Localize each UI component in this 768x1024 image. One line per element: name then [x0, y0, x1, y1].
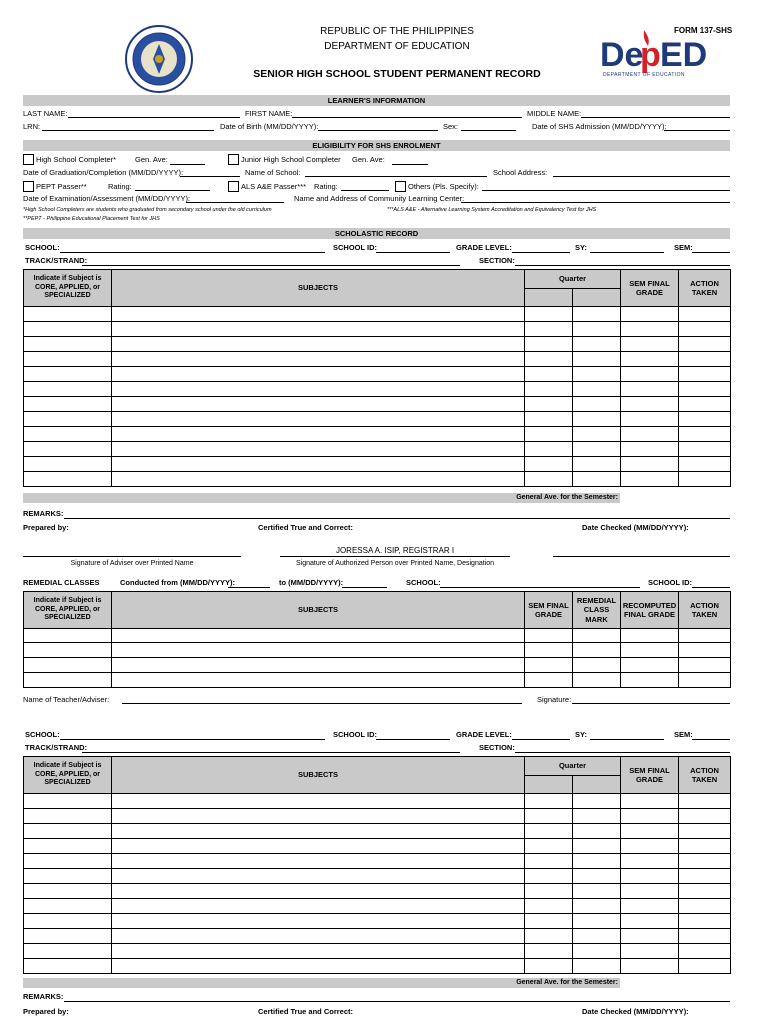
s2-school-id-label: SCHOOL ID:: [333, 730, 378, 739]
s1-grades-table: [23, 269, 731, 487]
s2-section-label: SECTION:: [479, 743, 515, 752]
note-hs-completer: *High School Completers are students who graduated from secondary school under the old curriculum: [23, 207, 272, 213]
rem-col-sem-final: SEM FINAL GRADE: [525, 592, 573, 629]
s1-col-indicate: Indicate if Subject is CORE, APPLIED, or SPECIALIZED: [24, 270, 112, 307]
jhs-completer-checkbox[interactable]: [228, 154, 239, 165]
rem-col-subjects: SUBJECTS: [112, 592, 525, 629]
exam-date-field[interactable]: [186, 202, 284, 203]
remedial-signature-field[interactable]: [572, 703, 730, 704]
rem-col-action: ACTION TAKEN: [679, 592, 731, 629]
s2-sy-field[interactable]: [590, 739, 664, 740]
svg-text:ED: ED: [660, 36, 708, 74]
s1-school-id-label: SCHOOL ID:: [333, 243, 378, 252]
remedial-school-field[interactable]: [440, 587, 640, 588]
lrn-label: LRN:: [23, 122, 41, 131]
school-address-field[interactable]: [553, 176, 730, 177]
s1-registrar-line[interactable]: [280, 556, 510, 557]
s2-track-label: TRACK/STRAND:: [25, 743, 88, 752]
s1-school-id-field[interactable]: [376, 252, 450, 253]
svg-text:De: De: [600, 36, 644, 74]
als-rating-label: Rating:: [314, 182, 338, 191]
s1-grade-level-label: GRADE LEVEL:: [456, 243, 512, 252]
s2-certified: Certified True and Correct:: [258, 1007, 354, 1016]
remedial-from-field[interactable]: [228, 587, 270, 588]
s2-sem-field[interactable]: [692, 739, 730, 740]
s2-track-field[interactable]: [82, 752, 460, 753]
jhs-completer-label: Junior High School Completer: [241, 155, 341, 164]
pept-checkbox[interactable]: [23, 181, 34, 192]
rem-body[interactable]: [24, 629, 731, 688]
lrn-field[interactable]: [42, 130, 214, 131]
s1-col-action: ACTION TAKEN: [679, 270, 731, 307]
remedial-school-label: SCHOOL:: [406, 578, 441, 587]
s2-col-q2: [573, 776, 621, 794]
remedial-signature-label: Signature:: [537, 695, 572, 704]
pept-rating-label: Rating:: [108, 182, 132, 191]
header-department: DEPARTMENT OF EDUCATION: [324, 41, 470, 52]
s2-grade-level-label: GRADE LEVEL:: [456, 730, 512, 739]
sex-field[interactable]: [461, 130, 516, 131]
remedial-teacher-field[interactable]: [122, 703, 522, 704]
logo-subtitle: DEPARTMENT OF EDUCATION: [603, 72, 685, 78]
pept-rating-field[interactable]: [135, 190, 210, 191]
remedial-to-label: to (MM/DD/YYYY):: [279, 578, 344, 587]
remedial-teacher-label: Name of Teacher/Adviser:: [23, 695, 110, 704]
s2-body[interactable]: [24, 794, 731, 974]
s1-col-subjects: SUBJECTS: [112, 270, 525, 307]
hs-gen-ave-field[interactable]: [170, 164, 205, 165]
s2-sy-label: SY:: [575, 730, 587, 739]
s1-col-quarter: Quarter: [525, 270, 621, 289]
form-code: FORM 137-SHS: [674, 26, 733, 35]
s2-col-q1: [525, 776, 573, 794]
s1-sem-field[interactable]: [692, 252, 730, 253]
first-name-label: FIRST NAME:: [245, 109, 293, 118]
others-checkbox[interactable]: [395, 181, 406, 192]
s1-section-field[interactable]: [515, 265, 730, 266]
remedial-table: [23, 591, 731, 688]
rem-col-remedial-mark: REMEDIAL CLASS MARK: [573, 592, 621, 629]
s1-remarks-label: REMARKS:: [23, 509, 64, 518]
grad-date-label: Date of Graduation/Completion (MM/DD/YYYY):: [23, 168, 184, 177]
last-name-field[interactable]: [68, 117, 240, 118]
s2-date-checked: Date Checked (MM/DD/YYYY):: [582, 1007, 689, 1016]
dob-field[interactable]: [318, 130, 438, 131]
school-address-label: School Address:: [493, 168, 548, 177]
rem-col-recomputed: RECOMPUTED FINAL GRADE: [621, 592, 679, 629]
s1-col-q1: [525, 289, 573, 307]
remedial-to-field[interactable]: [342, 587, 387, 588]
school-name-label: Name of School:: [245, 168, 301, 177]
s1-registrar-name: JORESSA A. ISIP, REGISTRAR I: [335, 546, 455, 555]
s1-col-q2: [573, 289, 621, 307]
clc-field[interactable]: [461, 202, 730, 203]
hs-gen-ave-label: Gen. Ave:: [135, 155, 168, 164]
s2-grade-level-field[interactable]: [512, 739, 570, 740]
middle-name-label: MIDDLE NAME:: [527, 109, 582, 118]
dob-label: Date of Birth (MM/DD/YYYY):: [220, 122, 319, 131]
s2-general-ave: General Ave. for the Semester:: [23, 978, 620, 988]
rem-col-indicate: Indicate if Subject is CORE, APPLIED, or SPECIALIZED: [24, 592, 112, 629]
deped-seal: [124, 24, 194, 94]
svg-text:p: p: [640, 36, 661, 74]
s1-registrar-sig: Signature of Authorized Person over Printed Name, Designation: [295, 560, 495, 567]
hs-completer-checkbox[interactable]: [23, 154, 34, 165]
s1-body[interactable]: [24, 307, 731, 487]
als-rating-field[interactable]: [341, 190, 389, 191]
school-name-field[interactable]: [305, 176, 487, 177]
clc-label: Name and Address of Community Learning Center:: [294, 194, 465, 203]
s1-grade-level-field[interactable]: [512, 252, 570, 253]
s1-date-checked: Date Checked (MM/DD/YYYY):: [582, 523, 689, 532]
s1-remarks-field[interactable]: [64, 518, 730, 519]
others-label: Others (Pls. Specify):: [408, 182, 479, 191]
s2-col-sem-final: SEM FINAL GRADE: [621, 757, 679, 794]
s1-adviser-sig-line[interactable]: [23, 556, 241, 557]
s2-col-subjects: SUBJECTS: [112, 757, 525, 794]
last-name-label: LAST NAME:: [23, 109, 68, 118]
learner-section-title: LEARNER'S INFORMATION: [23, 95, 730, 106]
s2-prepared-by: Prepared by:: [23, 1007, 69, 1016]
remedial-from-label: Conducted from (MM/DD/YYYY):: [120, 578, 235, 587]
s1-prepared-by: Prepared by:: [23, 523, 69, 532]
middle-name-field[interactable]: [581, 117, 730, 118]
s1-section-label: SECTION:: [479, 256, 515, 265]
remedial-school-id-label: SCHOOL ID:: [648, 578, 693, 587]
s1-sy-label: SY:: [575, 243, 587, 252]
s1-general-ave: General Ave. for the Semester:: [23, 493, 620, 503]
s1-school-label: SCHOOL:: [25, 243, 60, 252]
note-pept: **PEPT - Philippine Educational Placement Test for JHS: [23, 216, 160, 222]
first-name-field[interactable]: [292, 117, 522, 118]
s1-track-label: TRACK/STRAND:: [25, 256, 88, 265]
pept-label: PEPT Passer**: [36, 182, 87, 191]
s1-adviser-sig: Signature of Adviser over Printed Name: [70, 560, 194, 567]
s1-col-sem-final: SEM FINAL GRADE: [621, 270, 679, 307]
s1-date-checked-line[interactable]: [553, 556, 730, 557]
admission-field[interactable]: [664, 130, 730, 131]
jhs-gen-ave-label: Gen. Ave:: [352, 155, 385, 164]
sex-label: Sex:: [443, 122, 459, 131]
scholastic-section-title: SCHOLASTIC RECORD: [23, 228, 730, 239]
s2-sem-label: SEM:: [674, 730, 693, 739]
s2-school-id-field[interactable]: [376, 739, 450, 740]
admission-label: Date of SHS Admission (MM/DD/YYYY):: [532, 122, 667, 131]
remedial-school-id-field[interactable]: [692, 587, 730, 588]
jhs-gen-ave-field[interactable]: [392, 164, 428, 165]
hs-completer-label: High School Completer*: [36, 155, 117, 164]
exam-date-label: Date of Examination/Assessment (MM/DD/YYYY):: [23, 194, 191, 203]
s1-sem-label: SEM:: [674, 243, 693, 252]
als-label: ALS A&E Passer***: [241, 182, 307, 191]
s2-col-action: ACTION TAKEN: [679, 757, 731, 794]
grad-date-field[interactable]: [180, 176, 240, 177]
header-republic: REPUBLIC OF THE PHILIPPINES: [320, 26, 474, 37]
s2-school-field[interactable]: [60, 739, 325, 740]
page-title: SENIOR HIGH SCHOOL STUDENT PERMANENT RECORD: [253, 68, 541, 80]
others-field[interactable]: [482, 190, 730, 191]
s1-sy-field[interactable]: [590, 252, 664, 253]
s1-school-field[interactable]: [60, 252, 325, 253]
remedial-title: REMEDIAL CLASSES: [23, 578, 100, 587]
s2-remarks-label: REMARKS:: [23, 992, 64, 1001]
s1-track-field[interactable]: [82, 265, 460, 266]
s2-col-quarter: Quarter: [525, 757, 621, 776]
s1-certified: Certified True and Correct:: [258, 523, 354, 532]
s2-col-indicate: Indicate if Subject is CORE, APPLIED, or SPECIALIZED: [24, 757, 112, 794]
s2-remarks-field[interactable]: [64, 1001, 730, 1002]
s2-grades-table: [23, 756, 731, 974]
s2-section-field[interactable]: [515, 752, 730, 753]
eligibility-section-title: ELIGIBILITY FOR SHS ENROLMENT: [23, 140, 730, 151]
als-checkbox[interactable]: [228, 181, 239, 192]
s2-school-label: SCHOOL:: [25, 730, 60, 739]
note-als: ***ALS A&E - Alternative Learning System Accreditation and Equivalency Test for JHS: [387, 207, 597, 213]
